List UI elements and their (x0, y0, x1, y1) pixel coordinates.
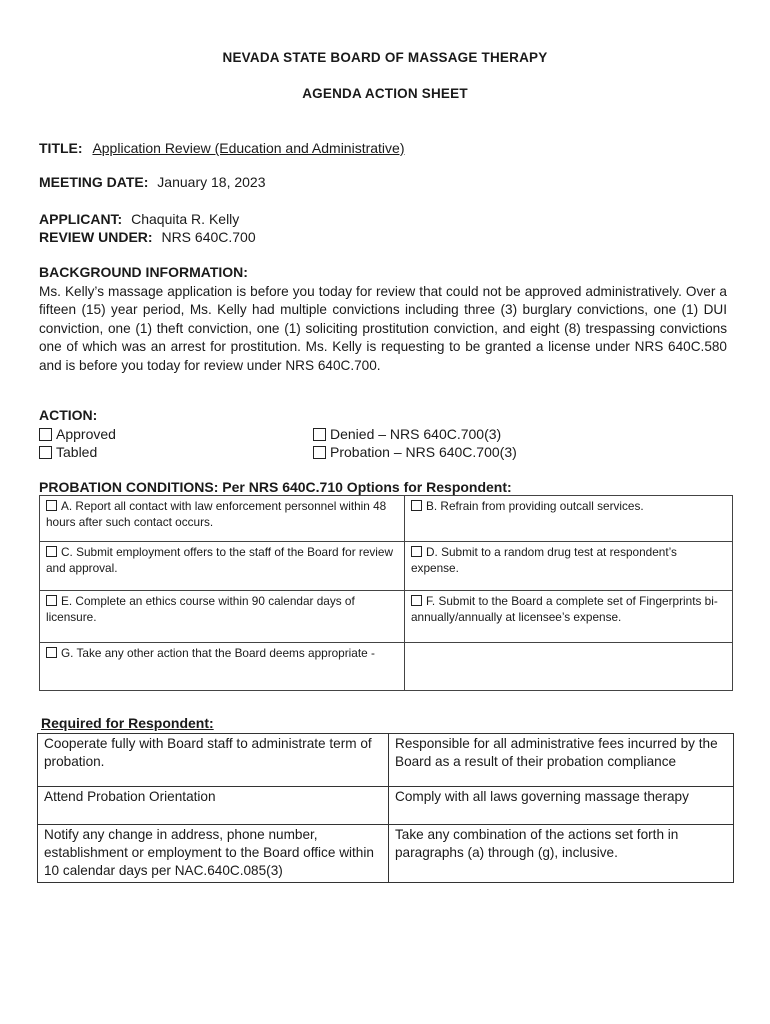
action-heading: ACTION: (39, 407, 98, 423)
required-table (37, 733, 734, 883)
condition-b[interactable] (405, 496, 733, 542)
tabled-checkbox[interactable] (39, 446, 52, 459)
board-name: NEVADA STATE BOARD OF MASSAGE THERAPY (222, 50, 548, 65)
condition-g-checkbox[interactable] (46, 647, 57, 658)
condition-g-text: G. Take any other action that the Board deems appropriate - (61, 646, 375, 660)
sheet-title: AGENDA ACTION SHEET (302, 86, 468, 101)
required-cooperate: Cooperate fully with Board staff to administrate term of probation. (38, 734, 389, 787)
condition-f-text: F. Submit to the Board a complete set of Fingerprints bi-annually/annually at licensee’s expense. (411, 594, 718, 624)
table-row (40, 591, 733, 643)
condition-d-checkbox[interactable] (411, 546, 422, 557)
condition-b-text: B. Refrain from providing outcall services. (426, 499, 644, 513)
condition-d[interactable] (405, 542, 733, 591)
condition-e-checkbox[interactable] (46, 595, 57, 606)
review-under-value: NRS 640C.700 (161, 229, 256, 245)
condition-e[interactable] (40, 591, 405, 643)
condition-f-checkbox[interactable] (411, 595, 422, 606)
table-row (38, 825, 734, 883)
background-text: Ms. Kelly’s massage application is before you today for review that could not be approved administratively. Over a fifteen (15) year period, Ms. Kelly had multiple convictions including three (3) burglary convictions, one (1) DUI conviction, one (1) theft conviction, one (1) soliciting prostitution conviction, and eight (8) trespassing convictions one of which was an arrest for prostitution. Ms. Kelly is requesting to be granted a license under NRS 640C.580 and is before you today for review under NRS 640C.700. (39, 284, 727, 373)
approved-checkbox[interactable] (39, 428, 52, 441)
denied-label: Denied – NRS 640C.700(3) (330, 426, 502, 442)
condition-a-text: A. Report all contact with law enforcement personnel within 48 hours after such contact occurs. (46, 499, 387, 529)
required-orientation: Attend Probation Orientation (38, 787, 389, 825)
review-under-label: REVIEW UNDER: (39, 229, 153, 245)
review-row (39, 229, 256, 245)
table-row (38, 787, 734, 825)
applicant-row (39, 211, 239, 227)
probation-table (39, 495, 733, 691)
title-label: TITLE: (39, 140, 83, 156)
action-probation[interactable] (313, 444, 517, 460)
probation-checkbox[interactable] (313, 446, 326, 459)
required-comply: Comply with all laws governing massage therapy (389, 787, 734, 825)
probation-heading: PROBATION CONDITIONS: Per NRS 640C.710 Options for Respondent: (39, 479, 512, 495)
condition-c[interactable] (40, 542, 405, 591)
condition-a-checkbox[interactable] (46, 500, 57, 511)
table-row (40, 542, 733, 591)
meeting-date-label: MEETING DATE: (39, 174, 149, 190)
condition-f[interactable] (405, 591, 733, 643)
required-fees: Responsible for all administrative fees incurred by the Board as a result of their probation compliance (389, 734, 734, 787)
condition-d-text: D. Submit to a random drug test at respondent’s expense. (411, 545, 677, 575)
action-approved[interactable] (39, 426, 116, 442)
denied-checkbox[interactable] (313, 428, 326, 441)
condition-c-text: C. Submit employment offers to the staff of the Board for review and approval. (46, 545, 394, 575)
required-combination: Take any combination of the actions set forth in paragraphs (a) through (g), inclusive. (389, 825, 734, 883)
meeting-row (39, 174, 266, 190)
action-denied[interactable] (313, 426, 501, 442)
required-heading: Required for Respondent: (41, 715, 214, 731)
approved-label: Approved (56, 426, 116, 442)
title-value: Application Review (Education and Administrative) (92, 140, 405, 156)
condition-c-checkbox[interactable] (46, 546, 57, 557)
condition-b-checkbox[interactable] (411, 500, 422, 511)
applicant-value: Chaquita R. Kelly (131, 211, 240, 227)
applicant-label: APPLICANT: (39, 211, 123, 227)
background-heading: BACKGROUND INFORMATION: (39, 264, 248, 280)
required-notify: Notify any change in address, phone number, establishment or employment to the Board office within 10 calendar days per NAC.640C.085(3) (38, 825, 389, 883)
condition-empty-cell (405, 643, 733, 691)
tabled-label: Tabled (56, 444, 98, 460)
table-row (40, 496, 733, 542)
meeting-date-value: January 18, 2023 (157, 174, 266, 190)
probation-label: Probation – NRS 640C.700(3) (330, 444, 517, 460)
title-row (39, 140, 404, 156)
table-row (40, 643, 733, 691)
condition-a[interactable] (40, 496, 405, 542)
action-tabled[interactable] (39, 444, 97, 460)
condition-e-text: E. Complete an ethics course within 90 calendar days of licensure. (46, 594, 355, 624)
table-row (38, 734, 734, 787)
condition-g[interactable] (40, 643, 405, 691)
